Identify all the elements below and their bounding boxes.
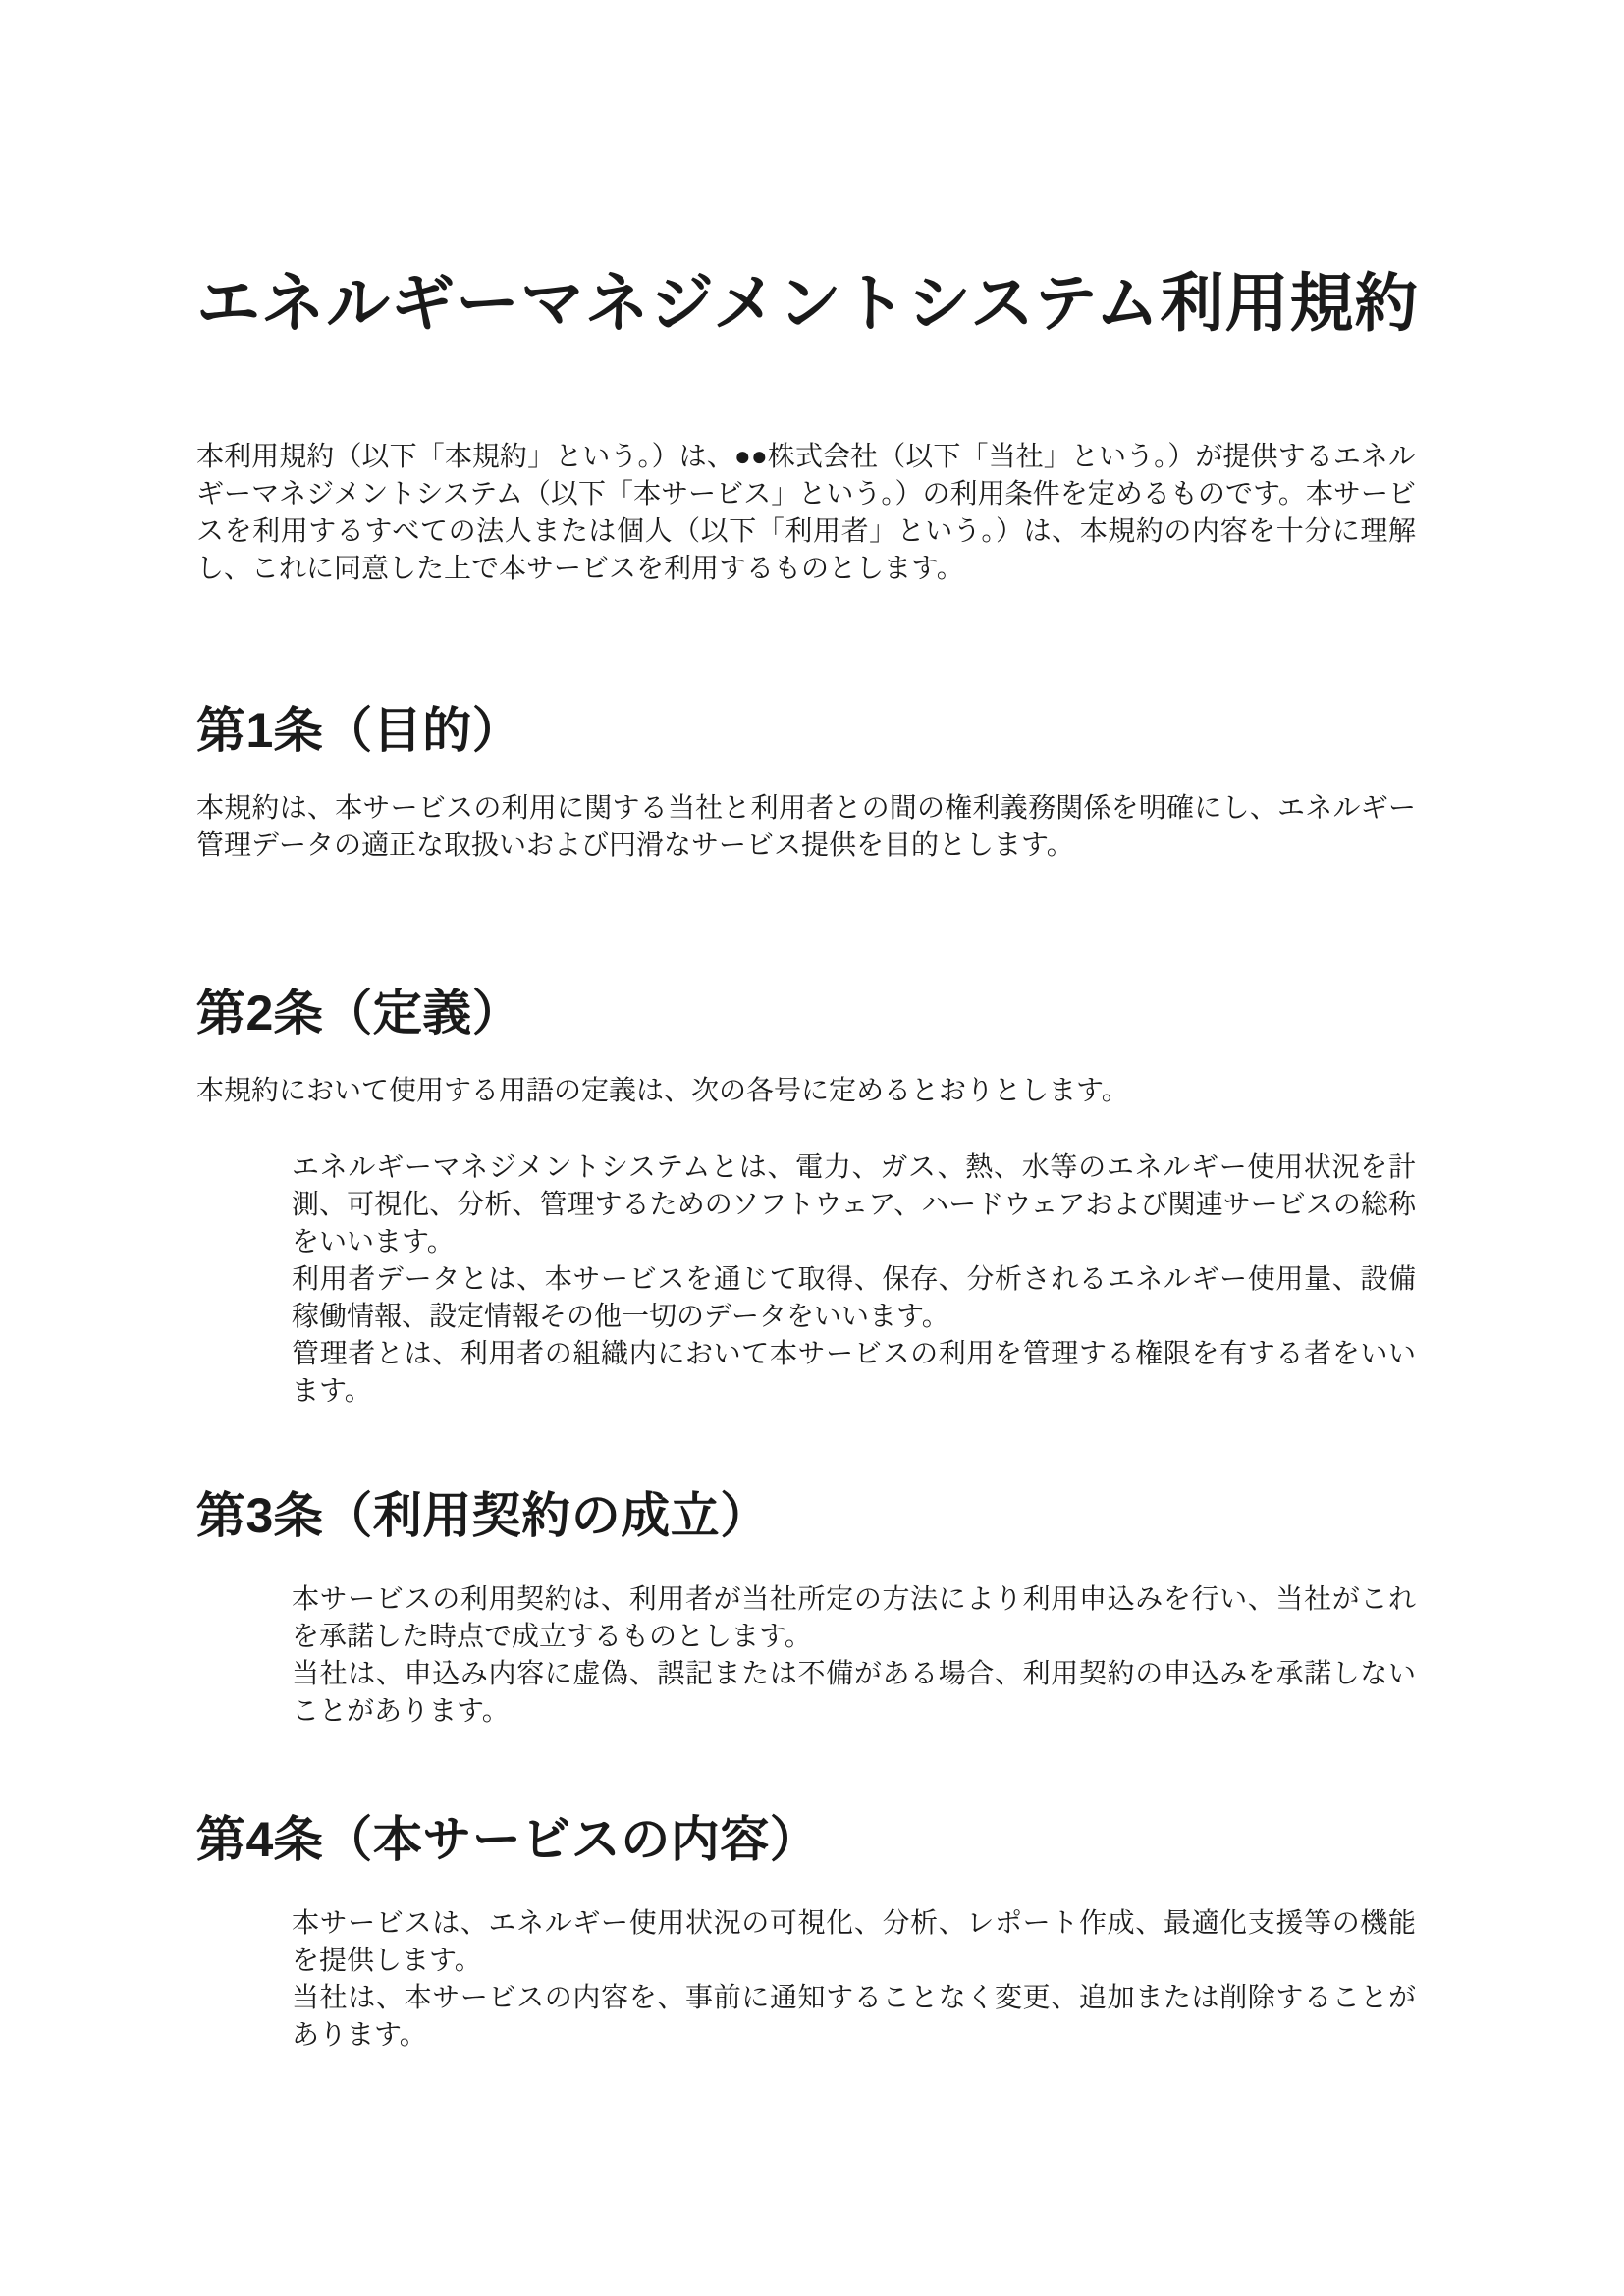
section-article-2 xyxy=(196,984,1416,1410)
section-article-3 xyxy=(196,1486,1416,1730)
article-2-paragraph: 本規約において使用する用語の定義は、次の各号に定めるとおりとします。 xyxy=(196,1075,1129,1105)
clause-item-service-changes: 当社は、本サービスの内容を、事前に通知することなく変更、追加または削除することがあります。 xyxy=(292,1982,1416,2050)
definition-item-ems: エネルギーマネジメントシステムとは、電力、ガス、熱、水等のエネルギー使用状況を計測、可視化、分析、管理するためのソフトウェア、ハードウェアおよび関連サービスの総称をいいます。 xyxy=(292,1151,1416,1256)
section-article-1 xyxy=(196,701,1416,864)
article-1-heading: 第1条（目的） xyxy=(196,703,522,758)
article-3-clause-list xyxy=(292,1580,1416,1730)
clause-item-contract-formation: 本サービスの利用契約は、利用者が当社所定の方法により利用申込みを行い、当社がこれを承諾した時点で成立するものとします。 xyxy=(292,1583,1416,1651)
definition-item-administrator: 管理者とは、利用者の組織内において本サービスの利用を管理する権限を有する者をいいます。 xyxy=(292,1338,1416,1406)
intro-paragraph: 本利用規約（以下「本規約」という。）は、●●株式会社（以下「当社」という。）が提供するエネルギーマネジメントシステム（以下「本サービス」という。）の利用条件を定めるものです。本サービスを利用するすべての法人または個人（以下「利用者」という。）は、本規約の内容を十分に理解し、これに同意した上で本サービスを利用するものとします。 xyxy=(196,441,1416,583)
article-3-heading: 第3条（利用契約の成立） xyxy=(196,1488,770,1543)
article-4-clause-list xyxy=(292,1904,1416,2054)
definition-item-user-data: 利用者データとは、本サービスを通じて取得、保存、分析されるエネルギー使用量、設備稼働情報、設定情報その他一切のデータをいいます。 xyxy=(292,1263,1416,1331)
article-2-definition-list xyxy=(292,1148,1416,1410)
clause-item-application-rejection: 当社は、申込み内容に虚偽、誤記または不備がある場合、利用契約の申込みを承諾しないことがあります。 xyxy=(292,1658,1416,1726)
section-article-4 xyxy=(196,1810,1416,2054)
article-4-heading: 第4条（本サービスの内容） xyxy=(196,1812,820,1867)
article-2-heading: 第2条（定義） xyxy=(196,986,522,1041)
document-title: エネルギーマネジメントシステム利用規約 xyxy=(196,267,1420,339)
clause-item-service-functions: 本サービスは、エネルギー使用状況の可視化、分析、レポート作成、最適化支援等の機能を提供します。 xyxy=(292,1907,1416,1975)
article-1-paragraph: 本規約は、本サービスの利用に関する当社と利用者との間の権利義務関係を明確にし、エネルギー管理データの適正な取扱いおよび円滑なサービス提供を目的とします。 xyxy=(196,792,1416,860)
